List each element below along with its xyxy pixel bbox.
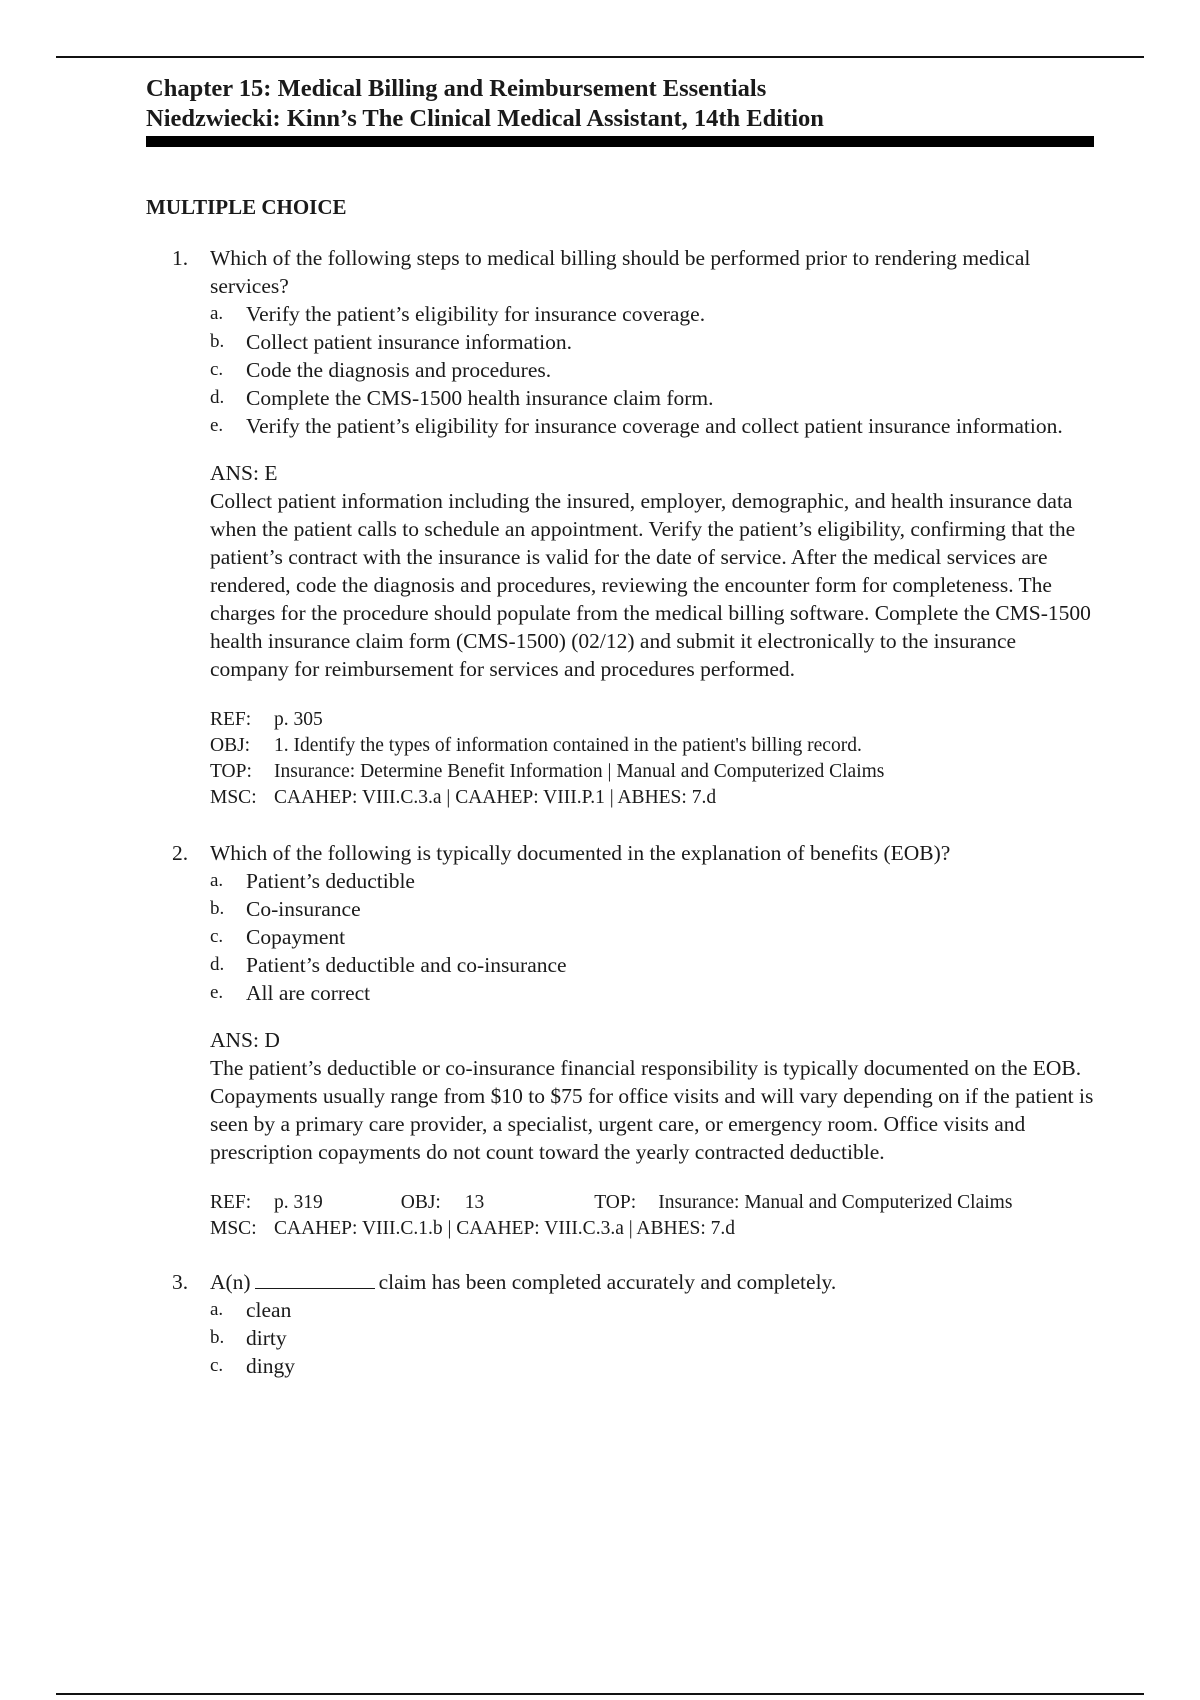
header-rule	[146, 136, 1094, 147]
question-metadata	[210, 1190, 1096, 1242]
document-page	[146, 74, 1096, 1380]
option-text: Code the diagnosis and procedures.	[246, 358, 552, 382]
option-letter: a.	[210, 1299, 224, 1320]
option-list	[210, 867, 1096, 1007]
option-e	[210, 412, 1086, 440]
option-c	[210, 1352, 1086, 1380]
ref-label: REF:	[210, 709, 252, 730]
answer-label: ANS: E	[210, 461, 278, 485]
option-letter: a.	[210, 303, 224, 324]
ref-label: REF:	[210, 1192, 252, 1213]
bottom-rule	[56, 1693, 1144, 1695]
option-text: clean	[246, 1298, 292, 1322]
option-a	[210, 1296, 1086, 1324]
top-value: Insurance: Manual and Computerized Claims	[658, 1192, 1013, 1213]
option-list	[210, 1296, 1096, 1380]
option-letter: d.	[210, 954, 225, 975]
option-text: Co-insurance	[246, 897, 361, 921]
question-number: 1.	[172, 246, 189, 270]
option-letter: c.	[210, 1355, 224, 1376]
option-letter: c.	[210, 359, 224, 380]
msc-value: CAAHEP: VIII.C.1.b | CAAHEP: VIII.C.3.a | ABHES: 7.d	[274, 1218, 736, 1239]
section-title: MULTIPLE CHOICE	[146, 195, 347, 219]
option-c	[210, 923, 1086, 951]
fill-in-blank	[255, 1268, 375, 1289]
option-a	[210, 300, 1086, 328]
option-letter: d.	[210, 387, 225, 408]
option-text: All are correct	[246, 981, 371, 1005]
obj-label: OBJ:	[210, 735, 251, 756]
option-a	[210, 867, 1086, 895]
option-text: Complete the CMS-1500 health insurance claim form.	[246, 386, 714, 410]
question-text-after-blank: claim has been completed accurately and completely.	[378, 1270, 837, 1294]
option-letter: b.	[210, 898, 225, 919]
option-letter: c.	[210, 926, 224, 947]
msc-label: MSC:	[210, 787, 257, 808]
option-text: Collect patient insurance information.	[246, 330, 572, 354]
question-metadata	[210, 707, 1096, 811]
option-letter: e.	[210, 982, 224, 1003]
option-text: Verify the patient’s eligibility for insurance coverage.	[246, 302, 706, 326]
obj-value: 13	[464, 1192, 485, 1213]
option-letter: a.	[210, 870, 224, 891]
question-text: Which of the following steps to medical billing should be performed prior to rendering medical services?	[210, 246, 1031, 298]
msc-value: CAAHEP: VIII.C.3.a | CAAHEP: VIII.P.1 | ABHES: 7.d	[274, 787, 717, 808]
question-number: 2.	[172, 841, 189, 865]
top-label: TOP:	[594, 1192, 637, 1213]
option-list	[210, 300, 1096, 440]
option-b	[210, 328, 1086, 356]
option-text: dingy	[246, 1354, 295, 1378]
question-text: Which of the following is typically documented in the explanation of benefits (EOB)?	[210, 841, 951, 865]
option-b	[210, 1324, 1086, 1352]
option-text: Patient’s deductible and co-insurance	[246, 953, 567, 977]
answer-explanation: The patient’s deductible or co-insurance financial responsibility is typically documented on the EOB. Copayments usually range from $10 to $75 for office visits and will vary depending on if the patient is seen by a primary care provider, a specialist, urgent care, or emergency room. Office visits and prescription copayments do not count toward the yearly contracted deductible.	[210, 1056, 1094, 1164]
option-text: Patient’s deductible	[246, 869, 415, 893]
top-label: TOP:	[210, 761, 252, 782]
obj-value: 1. Identify the types of information contained in the patient's billing record.	[274, 735, 862, 756]
top-value: Insurance: Determine Benefit Information | Manual and Computerized Claims	[274, 761, 885, 782]
option-e	[210, 979, 1086, 1007]
question-text	[210, 1268, 1090, 1296]
question-text-before-blank: A(n)	[210, 1270, 251, 1294]
ref-value: p. 305	[274, 709, 323, 730]
obj-label: OBJ:	[400, 1192, 441, 1213]
book-title: Niedzwiecki: Kinn’s The Clinical Medical Assistant, 14th Edition	[146, 105, 824, 132]
question-number: 3.	[172, 1270, 189, 1294]
option-letter: e.	[210, 415, 224, 436]
option-text: dirty	[246, 1326, 287, 1350]
option-d	[210, 951, 1086, 979]
option-d	[210, 384, 1086, 412]
question-3	[146, 1268, 1096, 1380]
option-b	[210, 895, 1086, 923]
msc-label: MSC:	[210, 1218, 257, 1239]
option-letter: b.	[210, 331, 225, 352]
option-c	[210, 356, 1086, 384]
answer-explanation: Collect patient information including the insured, employer, demographic, and health insurance data when the patient calls to schedule an appointment. Verify the patient’s eligibility, confirming that the patient’s contract with the insurance is valid for the date of service. After the medical services are rendered, code the diagnosis and procedures, reviewing the encounter form for completeness. The charges for the procedure should populate from the medical billing software. Complete the CMS-1500 health insurance claim form (CMS-1500) (02/12) and submit it electronically to the insurance company for reimbursement for services and procedures performed.	[210, 489, 1091, 681]
question-2	[146, 839, 1096, 1242]
option-text: Copayment	[246, 925, 346, 949]
question-1	[146, 244, 1096, 811]
top-rule	[56, 56, 1144, 58]
ref-value: p. 319	[274, 1192, 323, 1213]
answer-label: ANS: D	[210, 1028, 280, 1052]
option-letter: b.	[210, 1327, 225, 1348]
chapter-title: Chapter 15: Medical Billing and Reimbursement Essentials	[146, 75, 767, 102]
option-text: Verify the patient’s eligibility for insurance coverage and collect patient insurance information.	[246, 414, 1063, 438]
